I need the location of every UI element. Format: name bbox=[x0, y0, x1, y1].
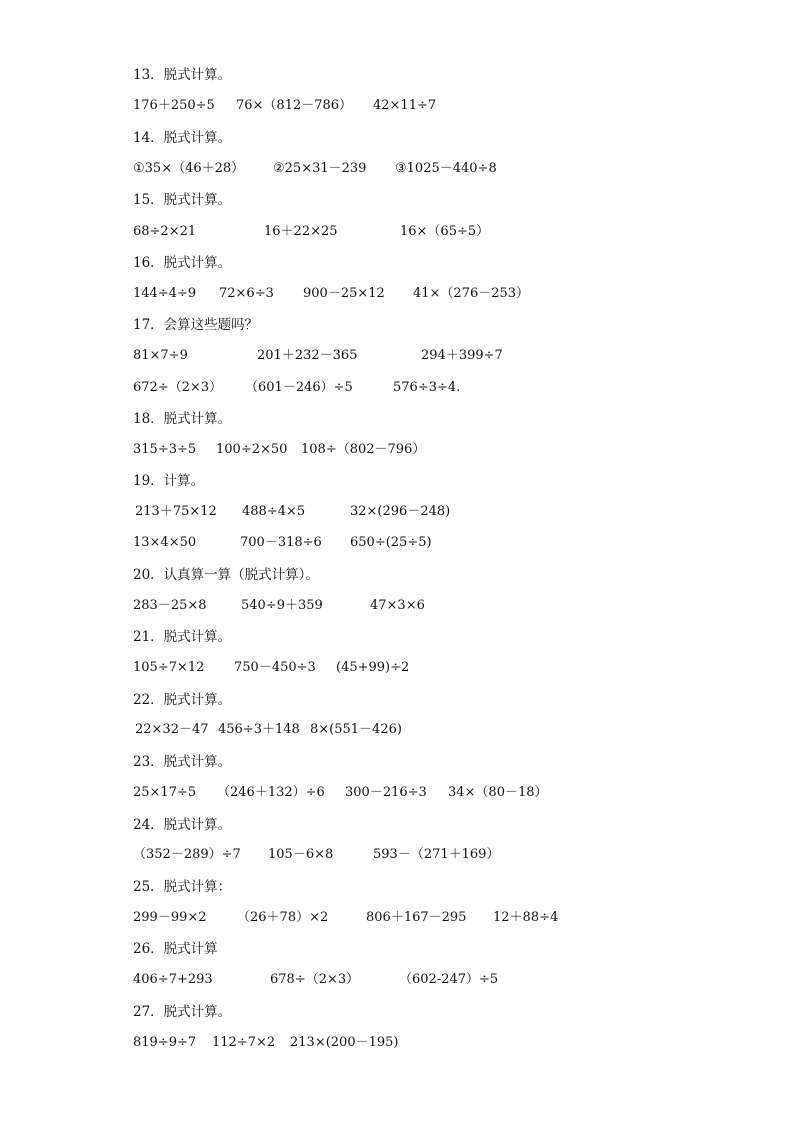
expression: 16＋22×25 bbox=[264, 224, 338, 239]
expression: （26＋78）×2 bbox=[237, 910, 329, 925]
expression: 750－450÷3 bbox=[234, 660, 316, 675]
expression: 456÷3＋148 bbox=[218, 722, 300, 737]
expression: 176＋250÷5 bbox=[133, 98, 215, 113]
expression: 201＋232－365 bbox=[257, 348, 358, 363]
expression: ①35×（46＋28） bbox=[133, 161, 245, 176]
question-title: 24．脱式计算。 bbox=[133, 817, 232, 833]
expression: ②25×31－239 bbox=[273, 161, 367, 176]
question-title: 22．脱式计算。 bbox=[133, 692, 232, 708]
question-title: 23．脱式计算。 bbox=[133, 754, 232, 770]
expression: 41×（276－253） bbox=[413, 286, 530, 301]
expression: (45+99)÷2 bbox=[336, 660, 410, 675]
expression: 8×(551－426) bbox=[310, 722, 402, 737]
question-title: 21．脱式计算。 bbox=[133, 629, 232, 645]
expression: 72×6÷3 bbox=[219, 286, 274, 301]
expression: 16×（65÷5） bbox=[400, 224, 490, 239]
expression: （246＋132）÷6 bbox=[217, 785, 325, 800]
expression: 299－99×2 bbox=[133, 910, 207, 925]
expression: 650÷(25÷5) bbox=[350, 535, 432, 550]
expression: ③1025－440÷8 bbox=[395, 161, 497, 176]
expression: 900－25×12 bbox=[303, 286, 385, 301]
question-title: 18．脱式计算。 bbox=[133, 411, 232, 427]
expression: 22×32－47 bbox=[135, 722, 209, 737]
expression: （602-247）÷5 bbox=[399, 972, 499, 987]
expression: 213＋75×12 bbox=[135, 504, 217, 519]
expression: （352－289）÷7 bbox=[133, 847, 241, 862]
expression: 47×3×6 bbox=[370, 598, 425, 613]
expression: （601－246）÷5 bbox=[245, 380, 353, 395]
expression: 100÷2×50 bbox=[216, 442, 288, 457]
question-title: 14．脱式计算。 bbox=[133, 130, 232, 146]
expression: 68÷2×21 bbox=[133, 224, 197, 239]
expression: 283－25×8 bbox=[133, 598, 207, 613]
expression: 12＋88÷4 bbox=[493, 910, 559, 925]
expression: 294＋399÷7 bbox=[421, 348, 503, 363]
expression: 806＋167－295 bbox=[366, 910, 467, 925]
expression: 576÷3÷4. bbox=[393, 380, 461, 395]
expression: 32×(296－248) bbox=[350, 504, 451, 519]
question-title: 16．脱式计算。 bbox=[133, 255, 232, 271]
expression: 593－（271＋169） bbox=[373, 847, 500, 862]
expression: 13×4×50 bbox=[133, 535, 197, 550]
expression: 76×（812－786） bbox=[236, 98, 353, 113]
expression: 678÷（2×3） bbox=[270, 972, 360, 987]
question-title: 26．脱式计算 bbox=[133, 941, 218, 957]
question-title: 25．脱式计算： bbox=[133, 879, 232, 895]
expression: 105－6×8 bbox=[268, 847, 334, 862]
expression: 105÷7×12 bbox=[133, 660, 205, 675]
expression: 81×7÷9 bbox=[133, 348, 188, 363]
expression: 34×（80－18） bbox=[448, 785, 548, 800]
question-title: 27．脱式计算。 bbox=[133, 1004, 232, 1020]
expression: 144÷4÷9 bbox=[133, 286, 197, 301]
expression: 300－216÷3 bbox=[345, 785, 427, 800]
expression: 108÷（802－796） bbox=[301, 442, 426, 457]
expression: 672÷（2×3） bbox=[133, 380, 223, 395]
question-title: 13．脱式计算。 bbox=[133, 67, 232, 83]
expression: 819÷9÷7 bbox=[133, 1035, 197, 1050]
question-title: 20．认真算一算（脱式计算）。 bbox=[133, 567, 319, 583]
expression: 315÷3÷5 bbox=[133, 442, 197, 457]
question-title: 15．脱式计算。 bbox=[133, 192, 232, 208]
expression: 406÷7+293 bbox=[133, 972, 213, 987]
expression: 488÷4×5 bbox=[242, 504, 306, 519]
expression: 700－318÷6 bbox=[240, 535, 322, 550]
question-title: 17．会算这些题吗？ bbox=[133, 317, 259, 333]
expression: 213×(200－195) bbox=[290, 1035, 399, 1050]
question-title: 19．计算。 bbox=[133, 473, 205, 489]
expression: 42×11÷7 bbox=[373, 98, 437, 113]
expression: 25×17÷5 bbox=[133, 785, 197, 800]
expression: 112÷7×2 bbox=[212, 1035, 276, 1050]
expression: 540÷9＋359 bbox=[241, 598, 323, 613]
